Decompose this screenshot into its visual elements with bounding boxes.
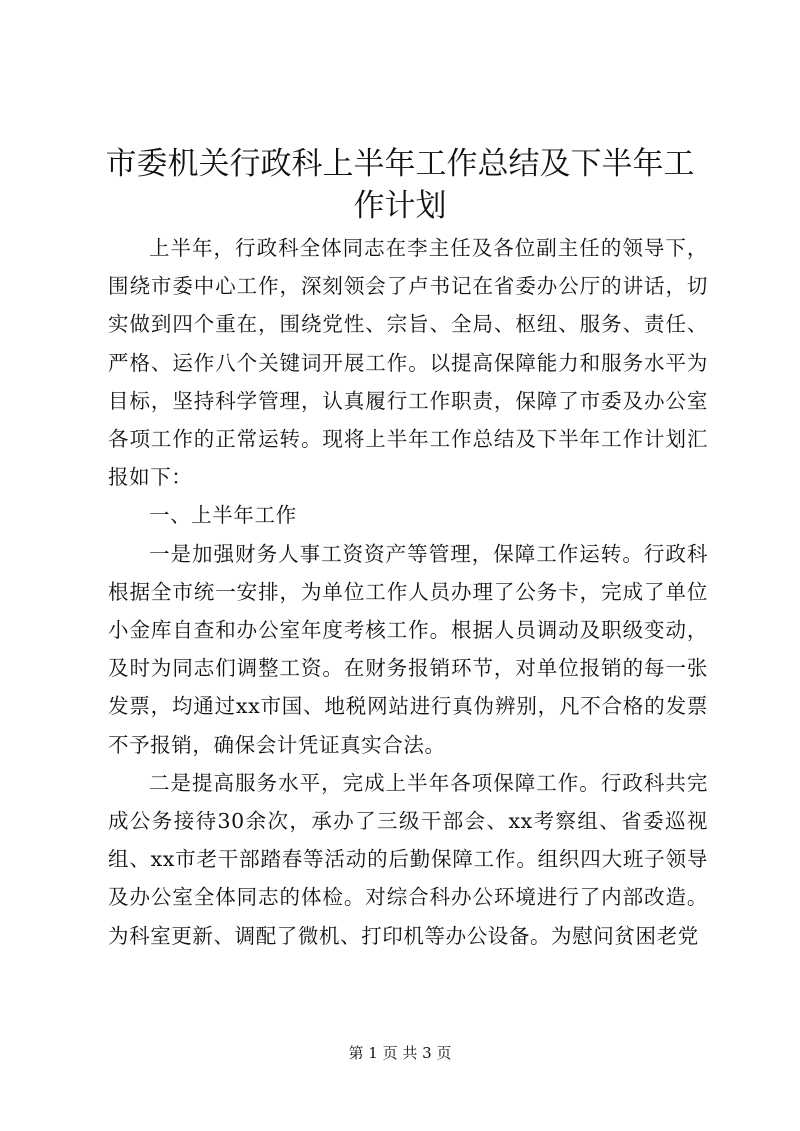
intro-paragraph: 上半年，行政科全体同志在李主任及各位副主任的领导下，围绕市委中心工作，深刻领会了卢书记在省委办公厅的讲话，切实做到四个重在，围绕党性、宗旨、全局、枢纽、服务、责任、严格、运作八个关键词开展工作。以提高保障能力和服务水平为目标，坚持科学管理，认真履行工作职责，保障了市委及办公室各项工作的正常运转。现将上半年工作总结及下半年工作计划汇报如下：: [108, 236, 708, 490]
page-footer: 第 1 页 共 3 页: [348, 1044, 452, 1062]
section-heading: 一、上半年工作: [149, 503, 297, 528]
section-paragraph-1: 一是加强财务人事工资资产等管理，保障工作运转。行政科根据全市统一安排，为单位工作人员办理了公务卡，完成了单位小金库自查和办公室年度考核工作。根据人员调动及职级变动，及时为同志们调整工资。在财务报销环节，对单位报销的每一张发票，均通过xx市国、地税网站进行真伪辨别，凡不合格的发票不予报销，确保会计凭证真实合法。: [108, 541, 708, 757]
document-title: 市委机关行政科上半年工作总结及下半年工作计划: [105, 146, 695, 224]
document-body: [108, 229, 708, 955]
section-paragraph-2: 二是提高服务水平，完成上半年各项保障工作。行政科共完成公务接待30余次，承办了三级干部会、xx考察组、省委巡视组、xx市老干部踏春等活动的后勤保障工作。组织四大班子领导及办公室全体同志的体检。对综合科办公环境进行了内部改造。为科室更新、调配了微机、打印机等办公设备。为慰问贫困老党: [108, 770, 708, 948]
